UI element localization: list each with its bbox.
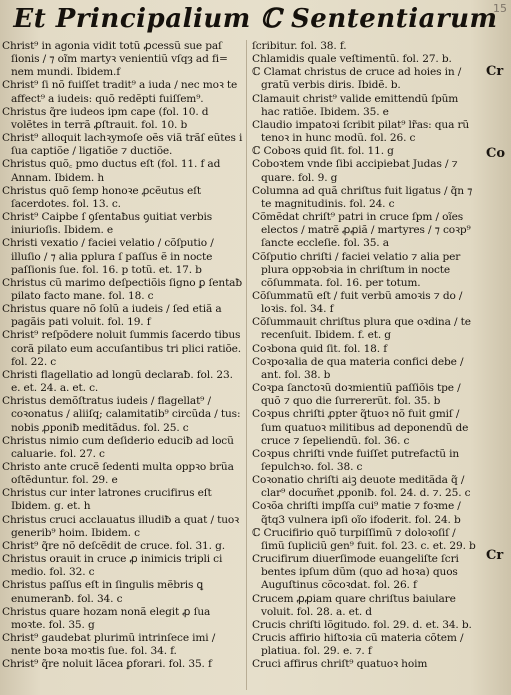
index-entry: Christ⁹ ſi nõ fuiſſet tradit⁹ a iuda / nec moꝛ te affect⁹ a iudeis: quõ redẽpti fuiſſem⁹. <box>2 79 238 105</box>
index-entry: Coꝛõa chriſti impſſa cui⁹ matie ⁊ foꝛme / q̃tq3 vulnera ipſi oĩo ifoderit. fol. 24. b <box>252 500 461 526</box>
index-entry: ℂ Coboꝛs quid ſit. fol. 11. g <box>252 145 394 158</box>
index-entry: Christus quare nõ ſolũ a iudeis / ſed etiã a pagãis pati voluit. fol. 19. f <box>2 303 222 329</box>
right-column <box>252 40 478 690</box>
index-entry: Cõſputio chriſti / faciei velatio ⁊ alia per plura oppꝛobꝛia in chriſtum in nocte cõſummata. fol. 16. per totum. <box>252 250 461 289</box>
page-heading: Et Principalium ℂ Sententiarum <box>13 4 498 34</box>
index-entry: Cõſummatũ eſt / fuit verbũ amoꝛis ⁊ do / loꝛis. fol. 34. f <box>252 289 463 316</box>
index-entry: Christus nimio cum deſiderio educiƀ ad locũ caluarie. fol. 27. c <box>2 434 234 460</box>
index-entry: ſcribitur. fol. 38. f. <box>252 40 347 52</box>
index-entry: Christus q̃re iudeos ipm cape (fol. 10. d volẽtes in terrã ꝓſtrauit. fol. 10. b <box>2 105 209 131</box>
index-entry: Crucis affirio hiſtoꝛia cũ materia cõtem / platiua. fol. 29. e. ⁊. f <box>252 632 464 658</box>
index-entry: Christus paſſus eſt in ſingulis mẽbris ꝗ enumeranƀ. fol. 34. c <box>2 579 204 605</box>
index-entry: Christus quõ꜀ pmo ductus eſt (fol. 11. f ad Annam. Ibidem. h <box>2 158 221 184</box>
index-entry: Christus cũ marimo deſpectiõis ſigno ꝑ ſentaƀ pilato facto mane. fol. 18. c <box>2 276 242 302</box>
index-entry: Christ⁹ alloquit lachꝛymoſe oẽs viã trãſ eũtes i ſua captiõe / ligatiõe ⁊ ductiõe. <box>2 132 243 158</box>
index-entry: Clamauit christ⁹ valide emittendũ ſpũm hac ratiõe. Ibidem. 35. e <box>252 92 459 118</box>
index-entry: Christus cur inter latrones crucifirus eſt Ibidem. g. et. h <box>2 487 212 513</box>
column-divider <box>246 40 247 690</box>
index-entry: Christi vexatio / faciei velatio / cõſputio / illuſio / ⁊ alia pplura ſ paſſus ẽ in nocte paſſionis ſue. fol. 16. p totũ. et. 17. b <box>2 237 214 276</box>
index-entry: Claudio impatoꝛi ſcribit pilat⁹ lr̃as: qua rũ tenoꝛ in hunc modũ. fol. 26. c <box>252 118 470 145</box>
index-entry: Christus orauit in cruce ꝓ inimicis tripli ci medio. fol. 32. c <box>2 553 223 579</box>
margin-note: Cr <box>486 548 504 563</box>
index-entry: Christus quõ ſemp honoꝛe ꝓcẽutus eſt ſacerdotes. fol. 13. c. <box>2 184 202 210</box>
index-entry: Cruci affirus chriſt⁹ quatuoꝛ hoim <box>252 658 428 671</box>
index-entry: Crucem ꝓꝓiam quare chriſtus baiulare voluit. fol. 28. a. et. d <box>252 592 456 618</box>
index-entry: Coꝛbona quid ſit. fol. 18. f <box>252 342 387 355</box>
margin-note: Cr <box>486 64 504 79</box>
index-entry: Coꝛpa ſanctoꝛũ doꝛmientiũ paſſiõis tpe / quõ ⁊ quo die ſurrererũt. fol. 35. b <box>252 382 461 408</box>
index-entry: Christ⁹ reſpõdere noluit ſummis ſacerdo tibus corã pilato eum accuſantibus tri plici ratiõe. fol. 22. c <box>2 329 242 368</box>
index-entry: Christ⁹ q̃re noluit lãcea ꝑforari. fol. 35. f <box>2 658 212 671</box>
index-entry: ℂ Crucifirio quõ turpiſſimũ ⁊ doloꝛoſiſ / ſimũ ſupliciũ gen⁹ fuit. fol. 23. c. et. 29. b <box>252 526 476 552</box>
index-entry: Coꝛpus chriſti ꝓpter q̃tuoꝛ nõ fuit gmiſ / ſum quatuoꝛ militibus ad deponendũ de cruce ⁊ ſepeliendũ. fol. 36. c <box>252 408 469 447</box>
index-entry: Coꝛpoꝛalia de qua materia confici debe / ant. fol. 38. b <box>252 355 464 381</box>
index-entry: Coꝛpus chriſti vnde fuiſſet putrefactũ in ſepulchꝛo. fol. 38. c <box>252 447 460 473</box>
index-entry: Christo ante crucẽ ſedenti multa oppꝛo brũa oſtẽduntur. fol. 29. e <box>2 461 234 487</box>
margin-note: Co <box>486 146 506 161</box>
index-entry: Crucifirum diuerſimode euangeliſte ſcri bentes ipſum dũm (quo ad hoꝛa) quos Auguſtinus cõcoꝛdat. fol. 26. f <box>252 553 459 592</box>
index-entry: Coꝛonatio chriſti aiꝫ deuote meditãda q̃ / clar⁹ docum̃et ꝓponiƀ. fol. 24. d. ⁊. 25. c <box>252 474 471 500</box>
index-entry: Christus quare hozam nonã elegit ꝓ ſua moꝛte. fol. 35. g <box>2 605 211 631</box>
index-entry: Cõmẽdat chriſt⁹ patri in cruce ſpm / oĩes electos / matrẽ ꝓꝓiã / martyres / ⁊ coꝛp⁹ ſancte eccleſie. fol. 35. a <box>252 211 471 250</box>
index-entry: Christ⁹ q̃re nõ deſcẽdit de cruce. fol. 31. g. <box>2 539 225 552</box>
index-entry: Chlamidis quale veſtimentũ. fol. 27. b. <box>252 53 452 66</box>
index-entry: Coboꝛtem vnde ſibi accipiebat Judas / ⁊ quare. fol. 9. g <box>252 158 458 184</box>
index-entry: Christ⁹ Caipbe ſ ꝯſentaƀus ꝯuitiat verbis iniurioſis. Ibidem. e <box>2 211 212 237</box>
left-column <box>2 40 243 690</box>
index-entry: Christus cruci acclauatus illudiƀ a quat / tuoꝛ generib⁹ hoim. Ibidem. c <box>2 513 240 539</box>
folio-number: 15 <box>493 2 507 15</box>
index-entry: Columna ad quã chriſtus fuit ligatus / q̃n ⁊ te magnitudinis. fol. 24. c <box>252 184 473 210</box>
index-entry: Crucis chriſti lõgitudo. fol. 29. d. et. 34. b. <box>252 618 472 631</box>
index-entry: Christ⁹ in agonia vidit totũ ꝓcessũ sue paſ ſionis / ⁊ oĩm martyꝛ venientiũ vſqȝ ad fi= nem mundi. Ibidem.f <box>2 40 228 79</box>
index-entry: Christus demõſtratus iudeis / flagellat⁹ / coꝛonatus / aliiſq; calamitatib⁹ circũda / tus: nobis ꝓponiƀ meditãdus. fol. 25. c <box>2 395 241 434</box>
index-entry: Christ⁹ gaudebat plurimũ intrinſece imi / nente boꝛa moꝛtis ſue. fol. 34. f. <box>2 632 216 658</box>
index-entry: Cõſummauit chriſtus plura que oꝛdina / te recenſuit. Ibidem. f. et. g <box>252 316 471 342</box>
index-entry: ℂ Clamat christus de cruce ad hoies in / gratũ verbis diris. Ibidẽ. b. <box>252 66 462 92</box>
index-entry: Christi flagellatio ad longũ declaraƀ. fol. 23. e. et. 24. a. et. c. <box>2 368 233 395</box>
